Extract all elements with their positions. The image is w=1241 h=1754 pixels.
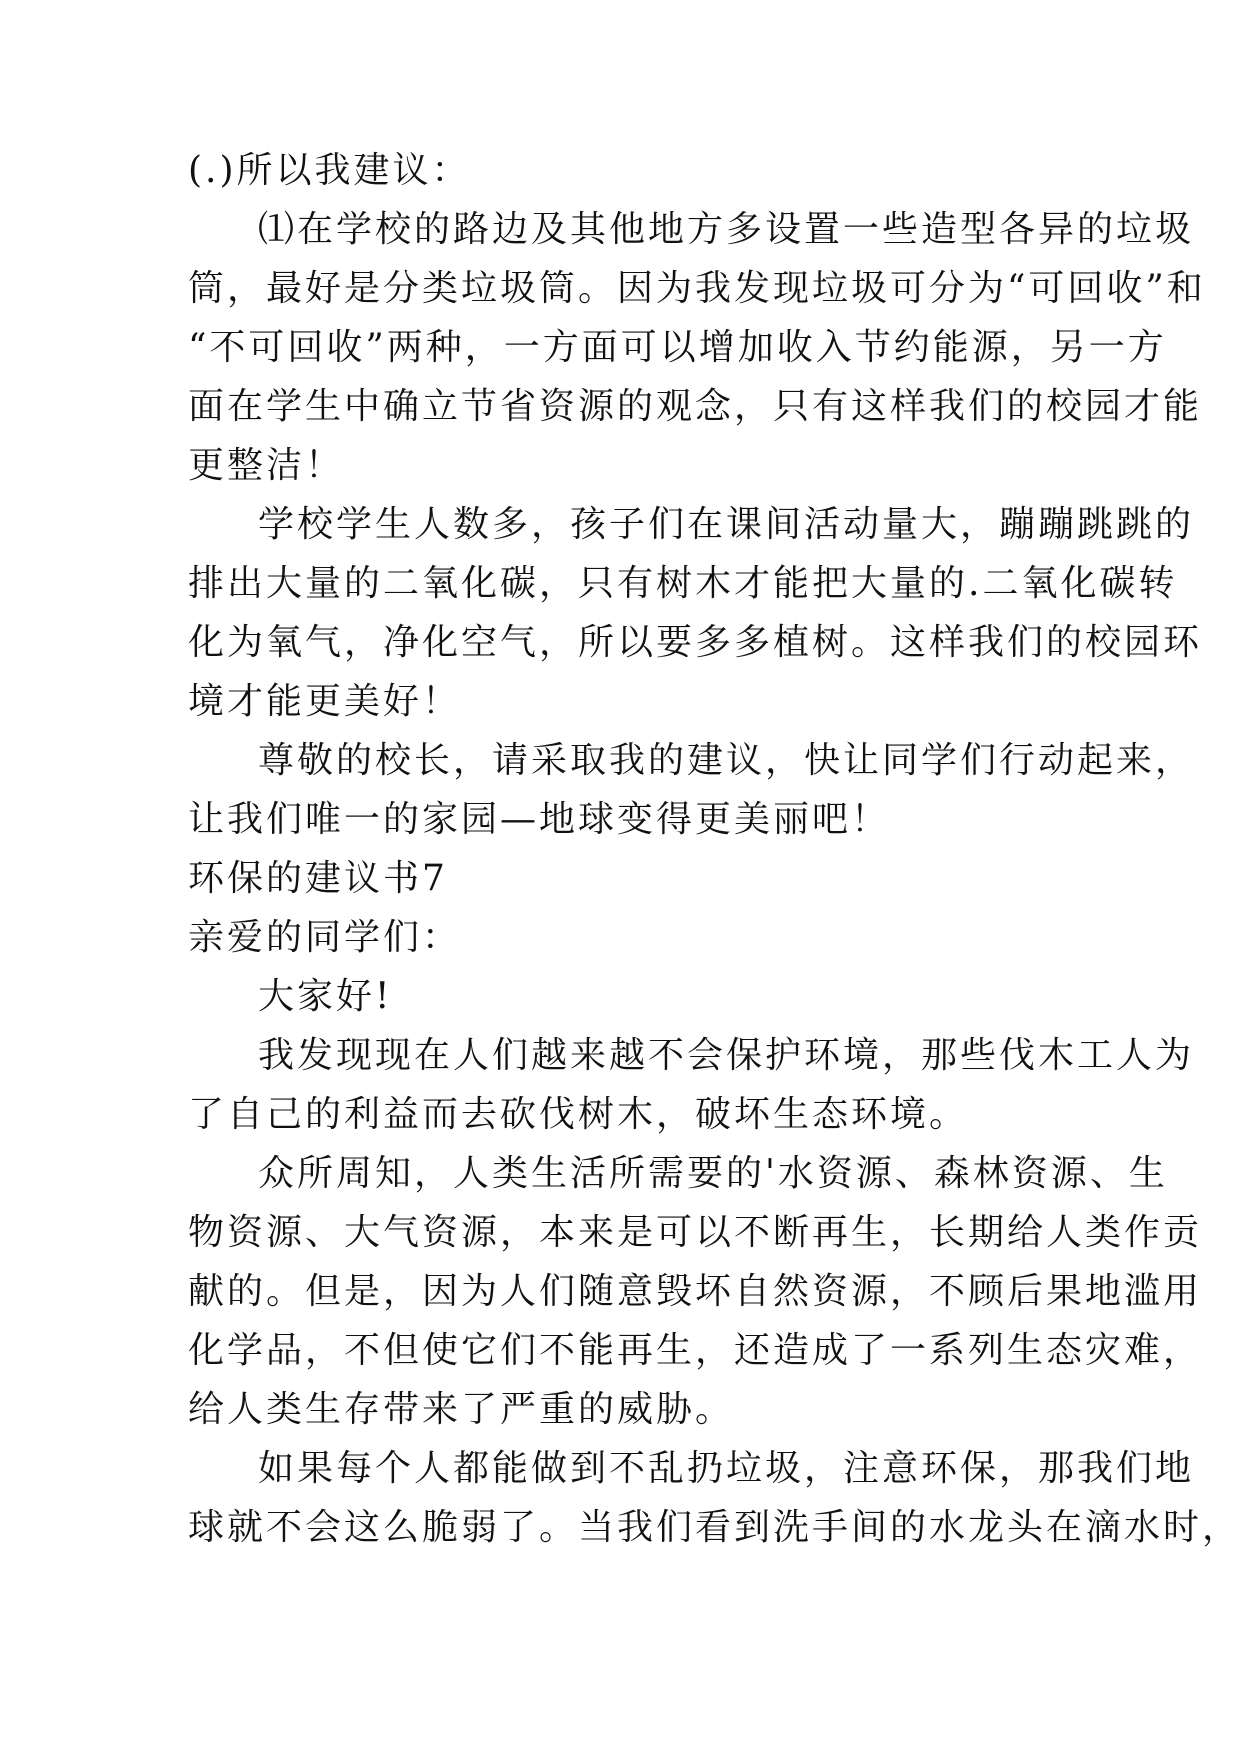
- text-line: 如果每个人都能做到不乱扔垃圾，注意环保，那我们地: [258, 1448, 1195, 1489]
- text-line: 更整洁！: [188, 445, 345, 486]
- text-line: 给人类生存带来了严重的威胁。: [188, 1389, 735, 1430]
- text-line: 众所周知，人类生活所需要的'水资源、森林资源、生: [258, 1153, 1168, 1194]
- text-line: 尊敬的校长，请采取我的建议，快让同学们行动起来，: [258, 740, 1195, 781]
- text-line: 境才能更美好！: [188, 681, 462, 722]
- salutation: 亲爱的同学们：: [188, 917, 462, 958]
- text-line: 让我们唯一的家园—地球变得更美丽吧！: [188, 799, 891, 840]
- text-line: 排出大量的二氧化碳，只有树木才能把大量的.二氧化碳转: [188, 563, 1178, 604]
- text-line: ⑴在学校的路边及其他地方多设置一些造型各异的垃圾: [258, 209, 1195, 250]
- text-line: 化学品，不但使它们不能再生，还造成了一系列生态灾难，: [188, 1330, 1203, 1371]
- text-line: 化为氧气，净化空气，所以要多多植树。这样我们的校园环: [188, 622, 1203, 663]
- text-line: 球就不会这么脆弱了。当我们看到洗手间的水龙头在滴水时，: [188, 1507, 1241, 1548]
- text-line: 面在学生中确立节省资源的观念，只有这样我们的校园才能: [188, 386, 1203, 427]
- text-line: (.)所以我建议：: [188, 150, 471, 191]
- greeting: 大家好!: [258, 976, 393, 1017]
- text-line: 学校学生人数多，孩子们在课间活动量大，蹦蹦跳跳的: [258, 504, 1195, 545]
- text-line: 了自己的利益而去砍伐树木，破坏生态环境。: [188, 1094, 969, 1135]
- text-line: 我发现现在人们越来越不会保护环境，那些伐木工人为: [258, 1035, 1195, 1076]
- text-line: “不可回收”两种，一方面可以增加收入节约能源，另一方: [188, 327, 1167, 368]
- section-heading: 环保的建议书7: [188, 858, 448, 899]
- text-line: 献的。但是，因为人们随意毁坏自然资源，不顾后果地滥用: [188, 1271, 1203, 1312]
- text-line: 物资源、大气资源，本来是可以不断再生，长期给人类作贡: [188, 1212, 1203, 1253]
- text-line: 筒，最好是分类垃圾筒。因为我发现垃圾可分为“可回收”和: [188, 268, 1206, 309]
